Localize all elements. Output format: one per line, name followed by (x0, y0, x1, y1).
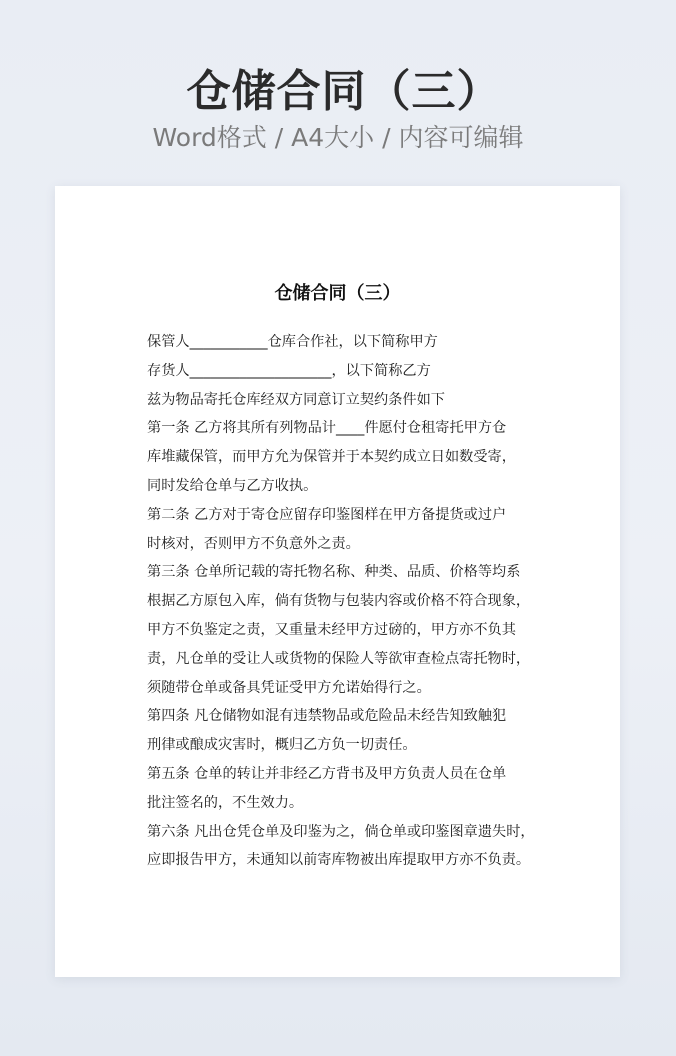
document-line: 兹为物品寄托仓库经双方同意订立契约条件如下 (147, 391, 445, 408)
document-line: 库堆藏保管，而甲方允为保管并于本契约成立日如数受寄， (147, 449, 516, 466)
page-subtitle: Word格式 / A4大小 / 内容可编辑 (152, 123, 524, 152)
document-line: 甲方不负鉴定之责，又重量未经甲方过磅的，甲方亦不负其 (147, 621, 516, 638)
document-line: 第一条 乙方将其所有列物品计____件愿付仓租寄托甲方仓 (147, 420, 507, 437)
document-line: 刑律或酿成灾害时，概归乙方负一切责任。 (147, 737, 417, 754)
document-line: 同时发给仓单与乙方收执。 (147, 477, 318, 494)
document-line: 须随带仓单或备具凭证受甲方允诺始得行之。 (147, 679, 431, 696)
document-line: 保管人___________仓库合作社，以下简称甲方 (147, 334, 438, 350)
document-line: 第六条 凡出仓凭仓单及印鉴为之，倘仓单或印鉴图章遗失时， (147, 823, 535, 840)
document-page (55, 186, 620, 977)
document-body (147, 328, 547, 875)
document-line: 存货人____________________，以下简称乙方 (147, 362, 431, 379)
document-line: 第四条 凡仓储物如混有违禁物品或危险品未经告知致触犯 (147, 708, 507, 725)
document-line: 责，凡仓单的受让人或货物的保险人等欲审查检点寄托物时， (147, 650, 531, 667)
header (0, 62, 676, 154)
document-title: 仓储合同（三） (274, 283, 401, 304)
document-line: 根据乙方原包入库，倘有货物与包装内容或价格不符合现象， (147, 593, 531, 610)
document-line: 第五条 仓单的转让并非经乙方背书及甲方负责人员在仓单 (147, 765, 507, 782)
document-line: 批注签名的，不生效力。 (147, 794, 304, 811)
document-line: 应即报告甲方，未通知以前寄库物被出库提取甲方亦不负责。 (147, 852, 531, 869)
document-line: 第二条 乙方对于寄仓应留存印鉴图样在甲方备提货或过户 (147, 506, 507, 523)
document-line: 时核对，否则甲方不负意外之责。 (147, 535, 360, 552)
document-line: 第三条 仓单所记载的寄托物名称、种类、品质、价格等均系 (147, 564, 521, 581)
page-title: 仓储合同（三） (186, 66, 502, 117)
